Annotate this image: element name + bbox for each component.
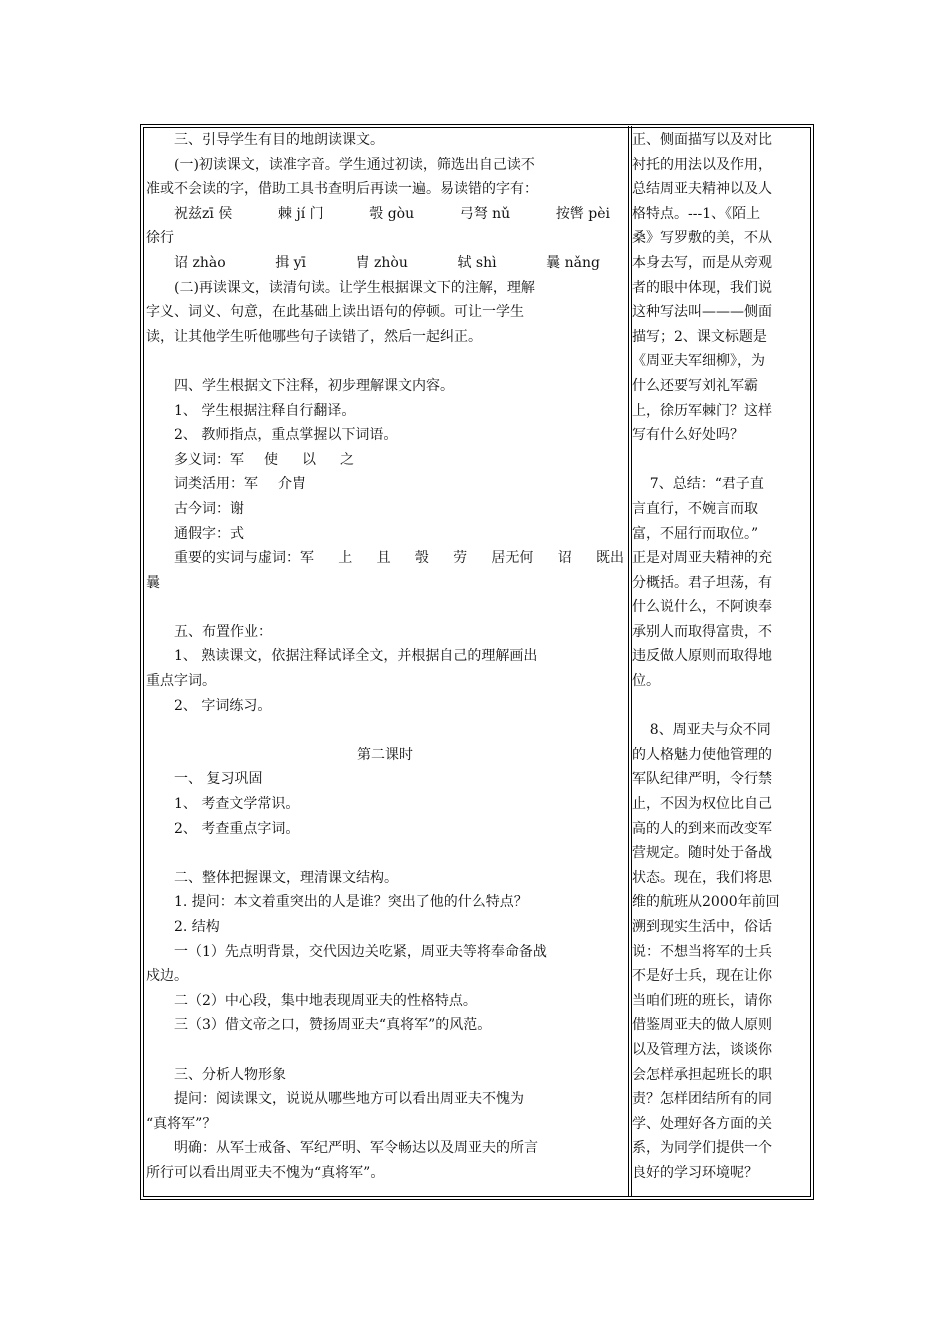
pinyin-word: 棘 jí 门 [277, 205, 324, 222]
question-line: 提问：阅读课文，说说从哪些地方可以看出周亚夫不愧为 [174, 1091, 524, 1108]
question-line: 2. 结构 [174, 919, 220, 935]
pinyin-word: 胄 zhòu [355, 254, 408, 271]
note-line: 什么说什么，不阿谀奉 [632, 599, 772, 616]
pinyin-row-2 [146, 251, 624, 276]
important-words-wrap: 曩 [146, 574, 160, 591]
list-item-wrap: 重点字词。 [146, 673, 216, 690]
note-line: 《周亚夫军细柳》，为 [632, 353, 765, 370]
pinyin-word: 彀 gòu [369, 205, 415, 222]
important-word: 诏 [557, 550, 572, 567]
question-line: 1. 提问：本文着重突出的人是谁？突出了他的什么特点？ [174, 894, 528, 911]
note-line: 状态。现在，我们将思 [632, 869, 772, 886]
list-item: 2、 考查重点字词。 [174, 820, 300, 837]
polysemy-word: 使 [264, 451, 278, 468]
spacer [146, 349, 624, 374]
paragraph-line: 准或不会读的字，借助工具书查明后再读一遍。易读错的字有： [146, 181, 538, 198]
note-line: 描写；2、课文标题是 [632, 328, 767, 345]
structure-line: 二（2）中心段，集中地表现周亚夫的性格特点。 [174, 992, 477, 1009]
note-line: 高的人的到来而改变军 [632, 820, 772, 837]
structure-title: 二、整体把握课文，理清课文结构。 [174, 869, 398, 886]
note-line: 溯到现实生活中，俗话 [632, 919, 772, 935]
note-line: 会怎样承担起班长的职 [632, 1066, 772, 1083]
conversion-label: 词类活用：军 [174, 476, 258, 493]
list-item: 1、 学生根据注释自行翻译。 [174, 402, 356, 419]
answer-line-wrap: 所行可以看出周亚夫不愧为“真将军”。 [146, 1164, 385, 1181]
pinyin-word: 祝兹zī 侯 [174, 205, 233, 222]
pinyin-word: 诏 zhào [174, 254, 226, 271]
important-word: 既出 [595, 550, 624, 567]
note-line: 这种写法叫———侧面 [632, 304, 772, 321]
pinyin-word: 轼 shì [457, 254, 497, 271]
conversion-row [146, 472, 624, 497]
conversion-word: 介胄 [278, 476, 306, 493]
paragraph-line: (一)初读课文，读准字音。学生通过初读，筛选出自己读不 [174, 156, 535, 173]
structure-line: 三（3）借文帝之口，赞扬周亚夫“真将军”的风范。 [174, 1017, 492, 1034]
note-line: 桑》写罗敷的美，不从 [632, 230, 772, 247]
important-word: 且 [376, 550, 391, 567]
section-4-title: 四、学生根据文下注释，初步理解课文内容。 [174, 377, 454, 394]
list-item: 1、 熟读课文，依据注释试译全文，并根据自己的理解画出 [174, 648, 538, 665]
note-line: 格特点。---1、《陌上 [632, 205, 761, 222]
note-line: 维的航班从2000年前回 [632, 894, 780, 911]
right-column [632, 128, 808, 1186]
note-line: 以及管理方法，谈谈你 [632, 1041, 772, 1058]
note-line: 违反做人原则而取得地 [632, 648, 772, 665]
paragraph-line: (二)再读课文，读清句读。让学生根据课文下的注解，理解 [174, 279, 535, 296]
question-line-wrap: “真将军”？ [146, 1115, 217, 1132]
note-line: 7、总结：“君子直 [632, 476, 764, 493]
pinyin-row-1 [146, 202, 624, 227]
note-line: 衬托的用法以及作用， [632, 156, 772, 173]
spacer [146, 841, 624, 866]
note-line: 写有什么好处吗？ [632, 427, 744, 444]
important-label: 重要的实词与虚词：军 [174, 550, 314, 567]
paragraph-line: 字义、词义、句意，在此基础上读出语句的停顿。可让一学生 [146, 304, 524, 321]
structure-line: 一（1）先点明背景，交代因边关吃紧，周亚夫等将奉命备战 [174, 943, 547, 960]
pinyin-word: 揖 yī [275, 254, 307, 271]
section-3-title: 三、引导学生有目的地朗读课文。 [174, 132, 384, 148]
note-line: 富，不屈行而取位。” [632, 525, 759, 542]
note-line: 当咱们班的班长，请你 [632, 992, 772, 1009]
polysemy-word: 以 [302, 451, 316, 468]
spacer [146, 1038, 624, 1063]
note-line: 借鉴周亚夫的做人原则 [632, 1017, 772, 1034]
pinyin-word: 曩 nǎng [546, 254, 600, 271]
note-line: 良好的学习环境呢？ [632, 1164, 758, 1181]
important-words-row [146, 546, 624, 571]
polysemy-word: 之 [340, 451, 354, 468]
note-line: 学、处理好各方面的关 [632, 1115, 772, 1132]
important-word: 彀 [414, 550, 429, 567]
note-line: 言直行，不婉言而取 [632, 500, 758, 517]
answer-line: 明确：从军士戒备、军纪严明、军令畅达以及周亚夫的所言 [174, 1140, 538, 1157]
list-item: 2、 教师指点，重点掌握以下词语。 [174, 427, 398, 444]
note-line: 营规定。随时处于备战 [632, 845, 772, 862]
important-word: 劳 [453, 550, 468, 567]
note-line: 分概括。君子坦荡，有 [632, 574, 772, 591]
lesson-2-heading: 第二课时 [357, 746, 413, 763]
structure-line-wrap: 戍边。 [146, 968, 188, 985]
note-line: 位。 [632, 673, 660, 690]
pinyin-row-1-wrap: 徐行 [146, 230, 174, 247]
polysemy-label: 多义词：军 [174, 451, 244, 468]
note-line: 上，徐历军棘门？这样 [632, 402, 772, 419]
ancient-modern-row: 古今词：谢 [174, 500, 244, 517]
note-line: 止，不因为权位比自己 [632, 796, 772, 813]
note-line: 8、周亚夫与众不同 [632, 722, 771, 739]
section-5-title: 五、布置作业： [174, 623, 272, 640]
pinyin-word: 按辔 pèi [555, 205, 610, 222]
spacer [632, 694, 808, 719]
note-line: 不是好士兵，现在让你 [632, 968, 772, 985]
note-line: 系，为同学们提供一个 [632, 1140, 772, 1157]
analysis-title: 三、分析人物形象 [174, 1066, 286, 1083]
note-line: 责？怎样团结所有的同 [632, 1091, 772, 1108]
important-word: 居无何 [491, 550, 534, 567]
spacer [632, 448, 808, 473]
note-line: 承别人而取得富贵，不 [632, 623, 772, 640]
important-word: 上 [338, 550, 353, 567]
tongjia-row: 通假字：式 [174, 525, 244, 542]
paragraph-line: 读，让其他学生听他哪些句子读错了，然后一起纠正。 [146, 328, 482, 345]
note-line: 什么还要写刘礼军霸 [632, 377, 758, 394]
spacer [146, 595, 624, 620]
note-line: 正、侧面描写以及对比 [632, 132, 772, 148]
note-line: 正是对周亚夫精神的充 [632, 550, 772, 567]
list-item: 1、 考查文学常识。 [174, 796, 300, 813]
polysemy-row [146, 448, 624, 473]
spacer [146, 718, 624, 743]
note-line: 的人格魅力使他管理的 [632, 746, 772, 763]
left-column [146, 128, 624, 1186]
note-line: 者的眼中体现，我们说 [632, 279, 772, 296]
pinyin-word: 弓弩 nǔ [459, 205, 511, 222]
note-line: 军队纪律严明，令行禁 [632, 771, 772, 788]
list-item: 2、 字词练习。 [174, 697, 272, 714]
review-title: 一、 复习巩固 [174, 771, 263, 788]
note-line: 总结周亚夫精神以及人 [632, 181, 772, 198]
note-line: 本身去写，而是从旁观 [632, 254, 772, 271]
note-line: 说：不想当将军的士兵 [632, 943, 772, 960]
